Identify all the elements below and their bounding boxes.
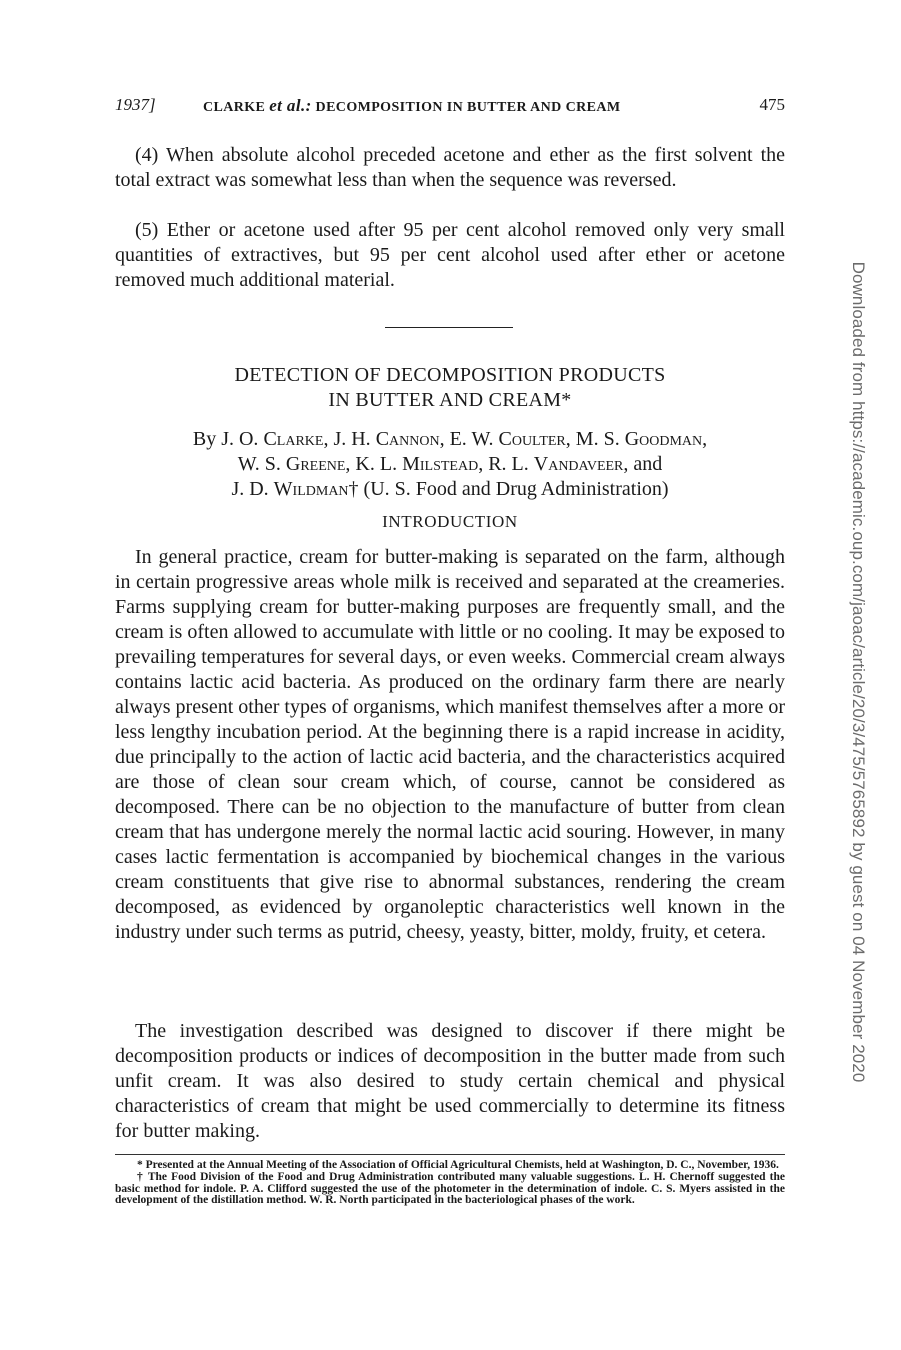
article-title (115, 363, 785, 413)
author-list (115, 427, 785, 502)
author-text: , (702, 428, 708, 450)
running-head-year: 1937] (115, 95, 156, 114)
running-head-title (203, 96, 620, 116)
running-head-title-rest: DECOMPOSITION IN BUTTER AND CREAM (311, 100, 621, 115)
author-text: By J. O. (192, 428, 264, 450)
author-name: Goodman (624, 428, 703, 450)
author-text: , R. L. (478, 453, 534, 475)
intro-paragraph-2: The investigation described was designed to discover if there might be decomposition products or indices of decomposition in the butter made from such unfit cream. It was also desired to study certain chemical and physical characteristics of cream that might be used commercially to determine its fitness for butter making. (115, 1020, 785, 1142)
running-head-title-italic: et al.: (269, 96, 312, 115)
footnote-star: * Presented at the Annual Meeting of the Association of Official Agricultural Chemists, held at Washington, D. C., November, 1936. (137, 1159, 779, 1171)
author-name: Coulter (498, 428, 566, 450)
author-affiliation: † (U. S. Food and Drug Administration) (348, 478, 669, 500)
author-name: Wildman (273, 478, 349, 500)
author-name: Clarke (263, 428, 324, 450)
author-name: Cannon (375, 428, 440, 450)
author-line-2 (115, 452, 785, 477)
carryover-item-4: (4) When absolute alcohol preceded acetone and ether as the first solvent the total extract was somewhat less than when the sequence was reversed. (115, 144, 785, 191)
footnote-rule (115, 1154, 785, 1155)
intro-paragraph-1: In general practice, cream for butter-making is separated on the farm, although in certain progressive areas whole milk is received and separated at the creameries. Farms supplying cream for butter-making purposes are frequently small, and the cream is often allowed to accumulate with little or no cooling. It may be exposed to prevailing temperatures for several days, or even weeks. Commercial cream always contains lactic acid bacteria. As produced on the ordinary farm there are nearly always present other types of organisms, which manifest themselves after a more or less lengthy incubation period. At the beginning there is a rapid increase in acidity, due principally to the action of lactic acid bacteria, and the characteristics acquired are those of clean sour cream which, of course, cannot be considered as decomposed. There can be no objection to the manufacture of butter from clean cream that has undergone merely the normal lactic acid souring. However, in many cases lactic fermentation is accompanied by biochemical changes in the various cream constituents that give rise to abnormal substances, rendering the cream decomposed, as evidenced by organoleptic characteristics well known in the industry under such terms as putrid, cheesy, yeasty, bitter, moldy, fruity, et cetera. (115, 546, 785, 943)
author-text: W. S. (237, 453, 286, 475)
author-name: Greene (285, 453, 346, 475)
author-text: , K. L. (345, 453, 403, 475)
author-name: Vandaveer (533, 453, 624, 475)
author-line-1 (115, 427, 785, 452)
watermark-text: Downloaded from https://academic.oup.com/jaoac/article/20/3/475/5765892 by guest on 04 November 2020 (849, 261, 868, 1083)
section-heading: INTRODUCTION (382, 512, 518, 531)
author-text: , E. W. (439, 428, 499, 450)
section-divider (385, 327, 513, 328)
author-line-3 (115, 477, 785, 502)
footnote-dagger: † The Food Division of the Food and Drug Administration contributed many valuable suggestions. L. H. Chernoff suggested the basic method for indole. P. A. Clifford suggested the use of the photometer in the determination of indole. C. S. Myers assisted in the development of the distillation method. W. R. North participated in the bacteriological phases of the work. (115, 1170, 785, 1207)
author-text: , and (623, 453, 663, 475)
article-title-line-1: DETECTION OF DECOMPOSITION PRODUCTS (234, 364, 666, 386)
running-head-title-prefix: CLARKE (203, 100, 270, 115)
carryover-item-5: (5) Ether or acetone used after 95 per cent alcohol removed only very small quantities of extractives, but 95 per cent alcohol used after ether or acetone removed much additional material. (115, 219, 785, 291)
author-text: J. D. (231, 478, 274, 500)
author-name: Milstead (402, 453, 479, 475)
footnotes (115, 1160, 785, 1207)
page-number: 475 (759, 95, 785, 114)
author-text: , M. S. (565, 428, 625, 450)
running-head (115, 95, 785, 119)
article-title-line-2: IN BUTTER AND CREAM* (328, 389, 572, 411)
author-text: , J. H. (323, 428, 376, 450)
